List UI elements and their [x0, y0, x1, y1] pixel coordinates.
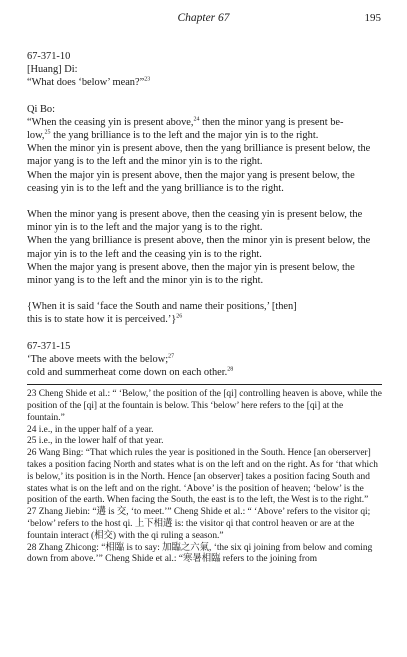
footnote-ref: 26: [176, 313, 183, 320]
running-header: [0, 12, 407, 28]
footnote-text: Wang Bing: “That which rules the year is positioned in the South. Hence [an oberserver] takes a position facing North and states what is on the left and on the right. As for ‘that which is below,’ its position is in the North. Hence [an observer] takes a position facing South and states what is on the left and on the right. ‘Above’ is the position of heaven; ‘below’ is the position of the earth. When facing the South, the east is to the left, the West is to the right.”: [27, 448, 378, 506]
section-ref: 67-371-10: [27, 51, 71, 62]
footnote-ref: 23: [144, 76, 151, 83]
footnote-ref: 24: [193, 116, 200, 123]
footnote-number: 26: [27, 448, 37, 459]
question: “What does ‘below’ mean?”: [27, 77, 145, 89]
text-span: low,: [27, 130, 45, 142]
footnote-divider: [27, 384, 382, 385]
footnote-text: Zhang Jiebin: “遘 is 交, ‘to meet.’” Cheng Shide et al.: “ ‘Above’ refers to the visitor qi; ‘below’ refers to the host qi. 上下相遘 is: the visitor qi that control heaven or are at the fountain interact (相交) with the qi ruling a season.”: [27, 507, 371, 541]
footnote: [27, 543, 382, 567]
text-span: cold and summerheat come down on each other.: [27, 367, 228, 379]
footnote-ref: 25: [44, 129, 51, 136]
footnote-text: i.e., in the upper half of a year.: [38, 424, 154, 435]
footnote-number: 23: [27, 389, 37, 400]
footnote-number: 24: [27, 424, 37, 435]
paragraph: [27, 300, 382, 326]
speaker-huang-di: [Huang] Di:: [27, 64, 78, 76]
page-number: 195: [364, 12, 381, 24]
text-span: {When it is said ‘face the South and name their positions,’ [then]: [27, 301, 297, 313]
footnote: [27, 436, 382, 448]
question-text: [27, 76, 382, 89]
section-ref: 67-371-15: [27, 340, 71, 352]
verse-line: [27, 366, 382, 379]
footnotes: [27, 389, 382, 566]
footnote: [27, 425, 382, 437]
text-span: then the minor yang is present be-: [199, 116, 344, 128]
paragraph: When the major yin is present above, then the major yang is present below, the ceasing yin is to the left and the yang brilliance is to the right.: [27, 169, 355, 194]
paragraph: When the minor yang is present above, then the ceasing yin is present below, the minor yin is to the left and the major yang is to the right.: [27, 209, 363, 234]
footnote: [27, 389, 382, 424]
footnote-number: 25: [27, 436, 37, 447]
paragraph: When the major yang is present above, then the major yin is present below, the minor yang is to the left and the minor yin is to the right.: [27, 261, 355, 287]
footnote: [27, 448, 382, 507]
footnote-number: 28: [27, 542, 37, 553]
paragraph: When the yang brilliance is present above, then the minor yin is present below, the major yin is to the left and the ceasing yin is to the right.: [27, 235, 371, 260]
chapter-title: Chapter 67: [177, 12, 230, 24]
paragraph: [27, 116, 382, 142]
footnote-text: Zhang Zhicong: “相臨 is to say: 加臨之六氣, ‘the six qi joining from below and coming down from above.’” Cheng Shide et al.: “寒暑相臨 refers to the joining from: [27, 542, 373, 565]
main-text: [27, 50, 382, 566]
footnote-ref: 28: [227, 366, 234, 373]
text-span: the yang brilliance is to the left and the major yin is to the right.: [50, 130, 319, 142]
speaker-qi-bo: Qi Bo:: [27, 103, 56, 115]
footnote-text: Cheng Shide et al.: “ ‘Below,’ the position of the [qi] controlling heaven is above, while the position of the [qi] at the fountain is below. This ‘below’ here refers to the [qi] at the fountain.”: [27, 389, 382, 423]
text-span: ‘The above meets with the below;: [27, 353, 169, 365]
footnote-number: 27: [27, 507, 37, 518]
footnote: [27, 507, 382, 542]
footnote-text: i.e., in the lower half of that year.: [38, 436, 164, 447]
text-span: this is to state how it is perceived.’}: [27, 314, 177, 326]
paragraph: When the minor yin is present above, then the yang brilliance is present below, the major yang is to the left and the minor yin is to the right.: [27, 143, 371, 168]
text-span: “When the ceasing yin is present above,: [27, 116, 194, 128]
footnote-ref: 27: [168, 353, 175, 360]
verse-line: [27, 353, 382, 366]
